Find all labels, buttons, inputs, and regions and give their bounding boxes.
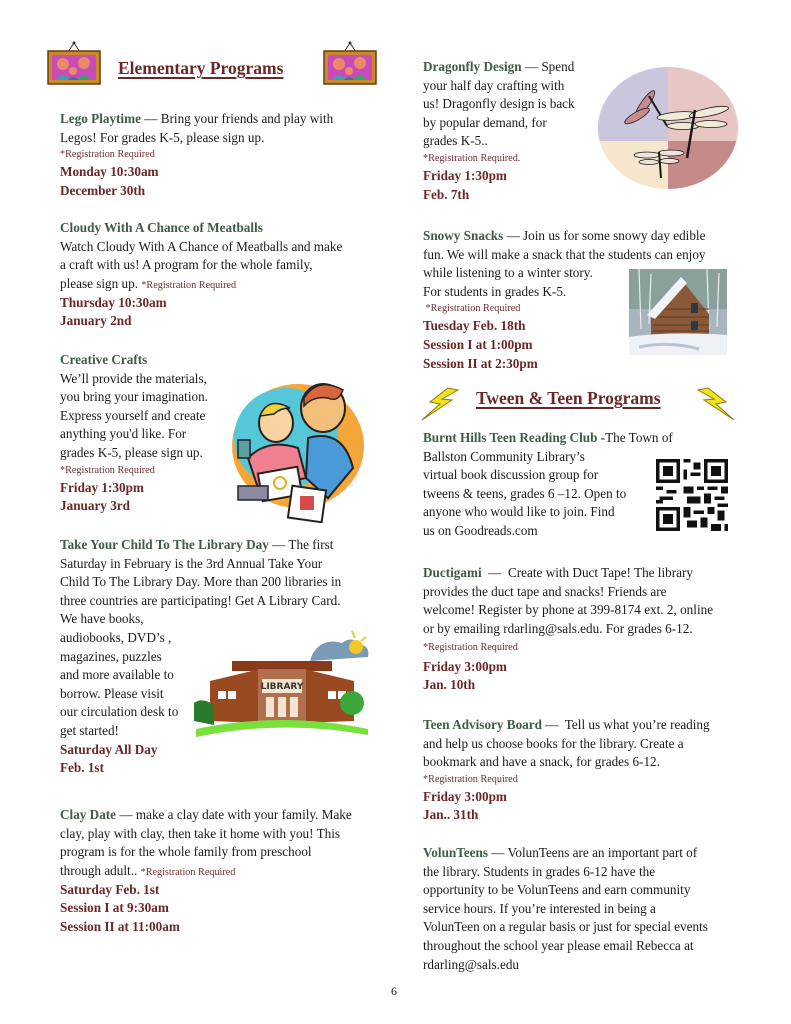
registration-note: *Registration Required xyxy=(423,773,518,785)
program-take-your-child: Take Your Child To The Library Day — The first Saturday in February is the 3rd Annual Take Your Child To The Library Day. More than 200 libraries in three countries are participating! Get A Library Card. We have books, audiobooks, DVD’s , magazines, puzzles and more available to borrow. Please visit our circulation desk to get started! Saturday All Day Feb. 1st xyxy=(60,536,390,778)
program-date: Friday 1:30pm xyxy=(60,479,144,495)
program-date: January 2nd xyxy=(60,313,132,329)
program-title: Clay Date xyxy=(60,807,117,822)
program-date: Session I at 9:30am xyxy=(60,900,169,916)
program-title: Lego Playtime xyxy=(60,111,141,126)
program-title: Take Your Child To The Library Day xyxy=(60,537,269,552)
registration-note: *Registration Required xyxy=(60,464,155,476)
registration-note: *Registration Required xyxy=(423,303,521,315)
program-date: December 30th xyxy=(60,182,146,198)
program-date: Feb. 7th xyxy=(423,186,470,202)
library-building-image xyxy=(192,625,372,750)
program-burnt-hills-reading-club: Burnt Hills Teen Reading Club -The Town of Ballston Community Library’s virtual book discussion group for tweens & teens, grades 6 –12. Open to anyone who would like to join. Find us on Goodreads.com xyxy=(423,430,673,538)
library-sign: LIBRARY xyxy=(260,682,304,692)
program-date: Jan. 10th xyxy=(423,676,476,692)
crafts-clipart-image xyxy=(228,368,368,523)
program-title: Creative Crafts xyxy=(60,352,148,367)
program-date: Session I at 1:00pm xyxy=(423,336,533,352)
program-clay-date: Clay Date — make a clay date with your family. Make clay, play with clay, then take it home with you! This program is for the whole family from preschool through adult.. *Registration Required Saturday Feb. 1st Session I at 9:30am Session II at 11:00am xyxy=(60,806,390,937)
program-date: Friday 3:00pm xyxy=(423,788,507,804)
program-title: Teen Advisory Board xyxy=(423,717,542,732)
program-date: Thursday 10:30am xyxy=(60,294,167,310)
program-cloudy-meatballs: Cloudy With A Chance of Meatballs Watch Cloudy With A Chance of Meatballs and make a craft with us! A program for the whole family, please sign up. *Registration Required Thursday 10:30am January 2nd xyxy=(60,219,390,331)
program-creative-crafts: Creative Crafts We’ll provide the materials, you bring your imagination. Express yourself and create anything you'd like. For grades K-5, please sign up. *Registration Required Friday 1:30pm January 3rd xyxy=(60,351,260,516)
program-volunteens: VolunTeens — VolunTeens are an important part of the library. Students in grades 6-12 have the opportunity to be VolunTeens and earn community service hours. If you’re interested in being a VolunTeen on a regular basis or just for special events throughout the school year please email Rebecca at rdarling@sals.edu xyxy=(423,844,763,974)
snowy-cabin-image xyxy=(629,269,727,355)
program-lego-playtime: Lego Playtime — Bring your friends and play with Legos! For grades K-5, please sign up. *Registration Required Monday 10:30am December 30th xyxy=(60,110,390,200)
program-date: Friday 3:00pm xyxy=(423,659,507,675)
email-link[interactable]: rdarling@sals.edu xyxy=(423,956,520,972)
registration-note: *Registration Required xyxy=(60,149,155,161)
dragonfly-image xyxy=(597,66,739,190)
program-date: Session II at 11:00am xyxy=(60,918,180,934)
program-title: Cloudy With A Chance of Meatballs xyxy=(60,220,263,235)
family-portrait-icon xyxy=(322,40,378,86)
program-title: Dragonfly Design xyxy=(423,59,522,74)
registration-note: *Registration Required xyxy=(141,279,237,291)
program-dragonfly-design: Dragonfly Design — Spend your half day crafting with us! Dragonfly design is back by popular demand, for grades K-5.. *Registration Required. Friday 1:30pm Feb. 7th xyxy=(423,58,603,204)
lightning-bolt-icon xyxy=(418,386,462,422)
program-date: Saturday Feb. 1st xyxy=(60,881,160,897)
program-title: Burnt Hills Teen Reading Club xyxy=(423,430,598,445)
program-date: Jan.. 31th xyxy=(423,807,479,823)
program-title: Ductigami xyxy=(423,565,482,580)
registration-note: *Registration Required xyxy=(140,866,236,878)
program-snowy-snacks: Snowy Snacks — Join us for some snowy day edible fun. We will make a snack that the students can enjoy while listening to a winter story. For students in grades K-5. *Registration Required Tuesday Feb. 18th Session I at 1:00pm Session II at 2:30pm xyxy=(423,227,753,373)
program-title: Snowy Snacks xyxy=(423,228,504,243)
program-teen-advisory-board: Teen Advisory Board — Tell us what you’re reading and help us choose books for the library. Create a bookmark and have a snack, for grades 6-12. *Registration Required Friday 3:00pm Jan.. 31th xyxy=(423,716,753,825)
program-date: Session II at 2:30pm xyxy=(423,355,538,371)
program-ductigami: Ductigami — Create with Duct Tape! The library provides the duct tape and snacks! Friends are welcome! Register by phone at 399-8174 ext. 2, online or by emailing rdarling@sals.edu. For grades 6-12. *Registration Required Friday 3:00pm Jan. 10th xyxy=(423,564,753,692)
registration-note: *Registration Required xyxy=(423,642,518,654)
section-heading-elementary: Elementary Programs xyxy=(118,58,284,78)
qr-code-icon[interactable] xyxy=(656,459,728,531)
program-date: Tuesday Feb. 18th xyxy=(423,318,526,334)
program-date: January 3rd xyxy=(60,498,130,514)
lightning-bolt-icon xyxy=(694,386,738,422)
page-number: 6 xyxy=(391,984,397,998)
registration-note: *Registration Required. xyxy=(423,152,521,164)
program-date: Friday 1:30pm xyxy=(423,167,507,183)
program-date: Feb. 1st xyxy=(60,760,104,776)
section-heading-teen: Tween & Teen Programs xyxy=(476,388,661,408)
program-date: Monday 10:30am xyxy=(60,164,159,180)
program-date: Saturday All Day xyxy=(60,741,158,757)
program-title: VolunTeens xyxy=(423,845,488,860)
family-portrait-icon xyxy=(46,40,102,86)
